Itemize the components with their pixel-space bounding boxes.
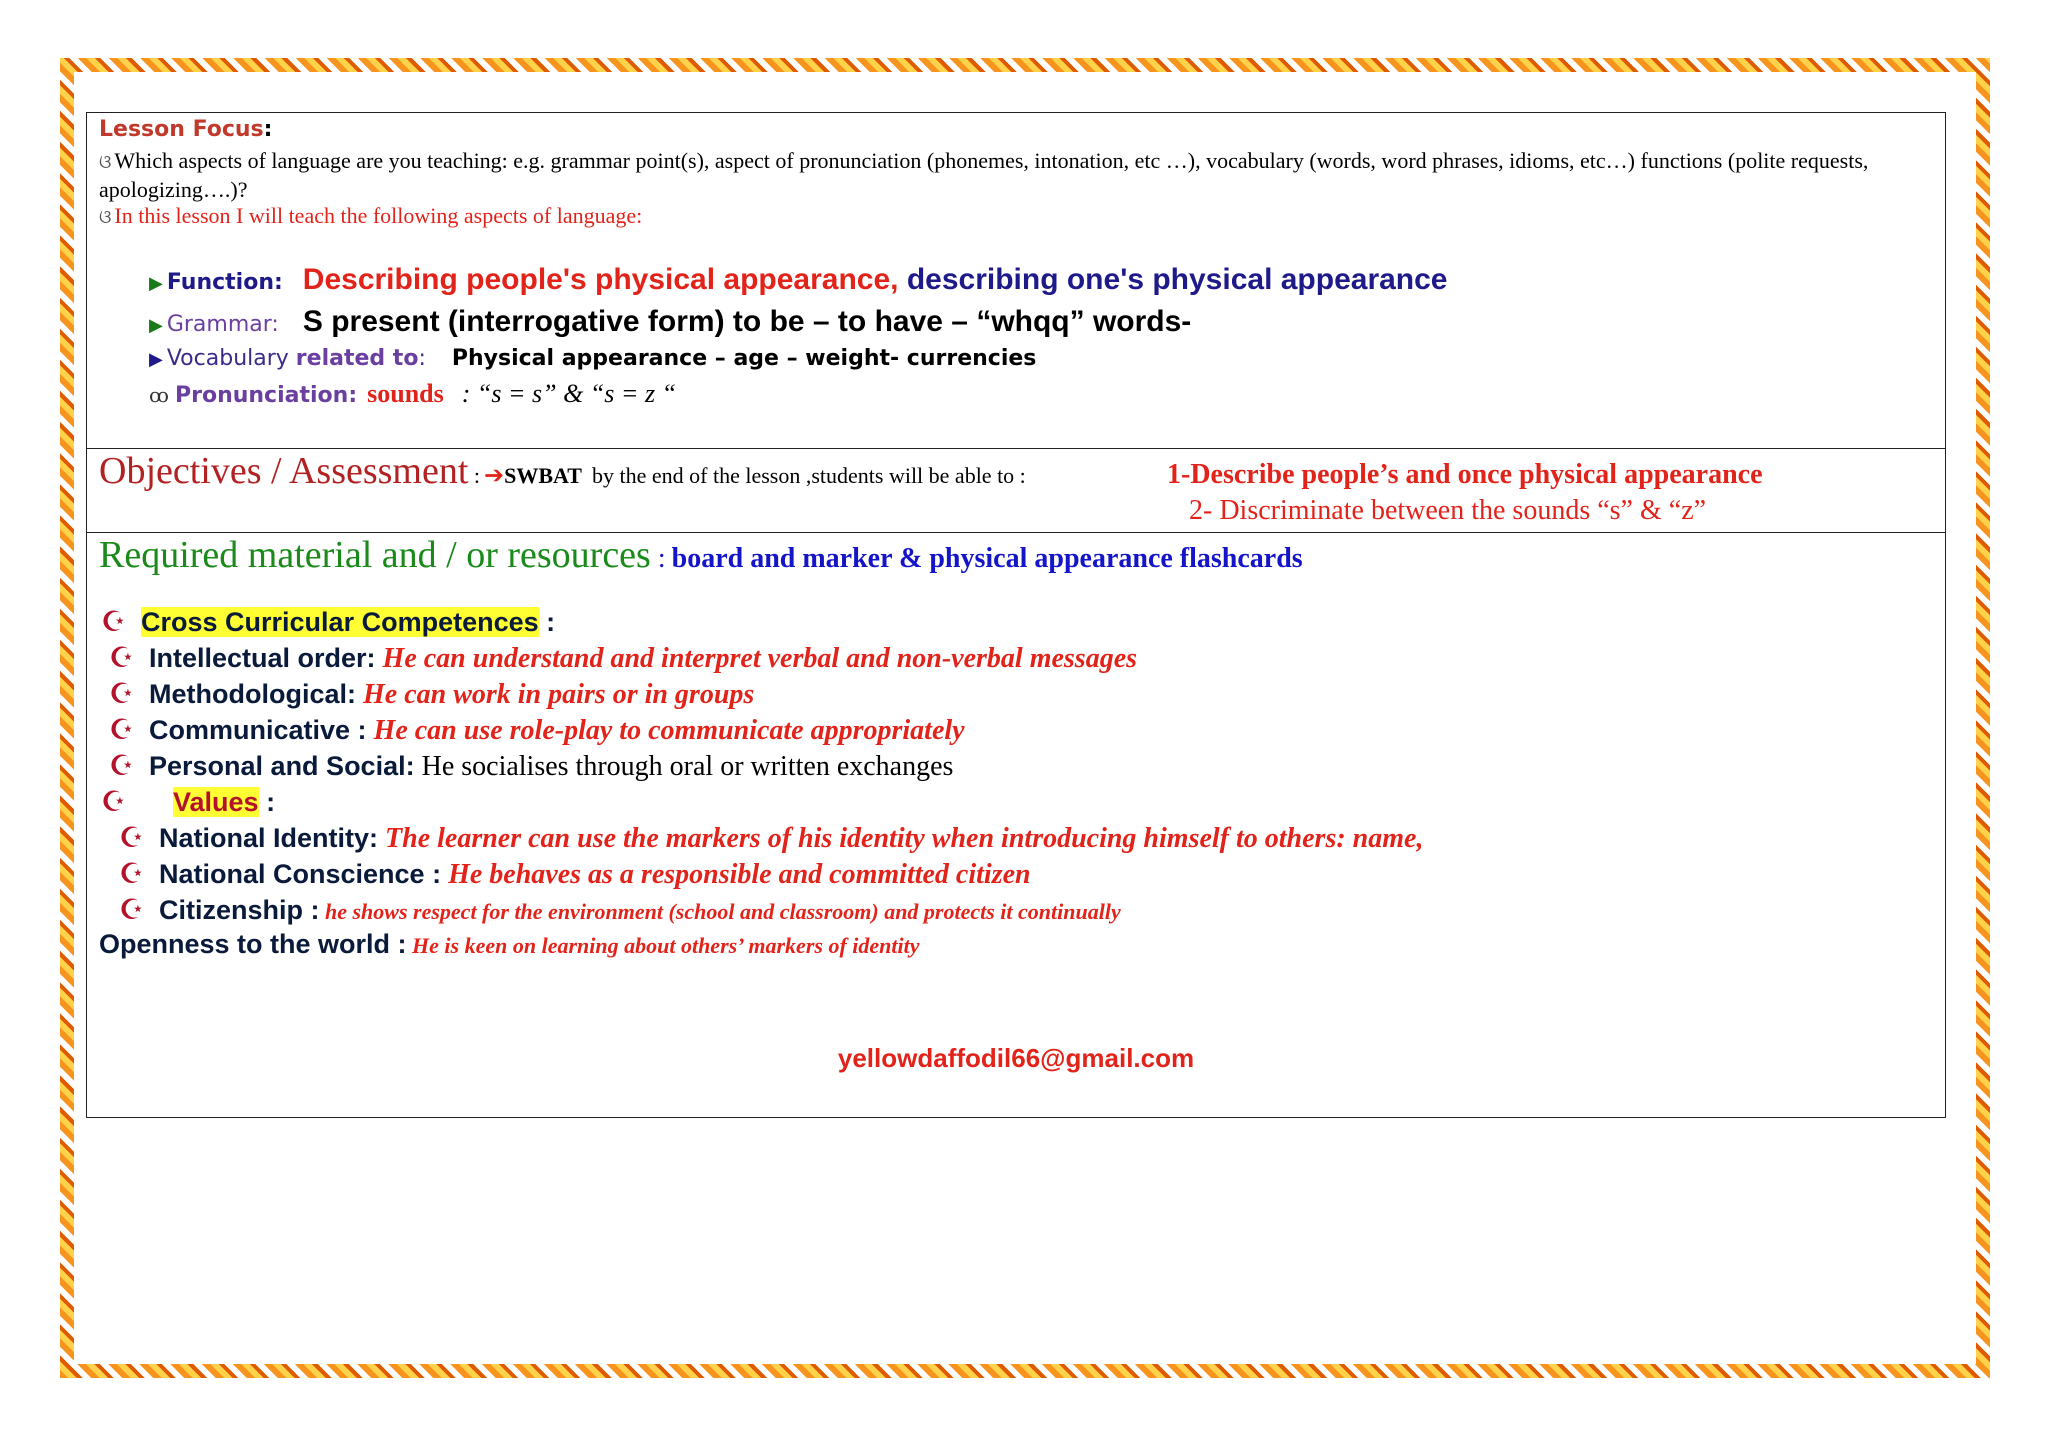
competence-item: ☪ Personal and Social: He socialises through oral or written exchanges [109, 751, 954, 782]
scroll-icon: ଓ [99, 152, 112, 172]
values-heading: ☪ Values : [101, 787, 276, 818]
lesson-focus-question: ଓ Which aspects of language are you teaching: e.g. grammar point(s), aspect of pronunciation (phonemes, intonation, etc …), vocabulary (words, word phrases, idioms, etc…) functions (polite requests, apologizing….)? [99, 148, 1869, 202]
author-email: yellowdaffodil66@gmail.com [837, 1043, 1195, 1073]
objective-1: 1-Describe people’s and once physical appearance [1167, 459, 1763, 490]
grammar-row: ▶ Grammar: S present (interrogative form) to be – to have – “whqq” words- [149, 305, 1192, 338]
competences-heading: ☪ Cross Curricular Competences : [101, 607, 556, 638]
lesson-focus-answer-intro: ଓ In this lesson I will teach the following aspects of language: [99, 203, 643, 228]
crescent-star-icon: ☪ [109, 715, 135, 746]
materials-title: Required material and / or resources : board and marker & physical appearance flashcards [99, 534, 1303, 576]
objectives-section [87, 449, 1945, 533]
value-item: ☪ National Identity: The learner can use the markers of his identity when introducing himself to others: name, [119, 823, 1424, 854]
crescent-star-icon: ☪ [109, 643, 135, 674]
competence-item: ☪ Methodological: He can work in pairs or in groups [109, 679, 755, 710]
lesson-focus-title: Lesson Focus: [99, 117, 273, 142]
crescent-star-icon: ☪ [119, 823, 145, 854]
openness-item: Openness to the world : He is keen on learning about others’ markers of identity [99, 929, 920, 959]
competence-item: ☪ Communicative : He can use role-play to communicate appropriately [109, 715, 965, 746]
objective-2: 2- Discriminate between the sounds “s” & “z” [1189, 495, 1707, 526]
pronunciation-row: ꝏ Pronunciation: sounds : “s = s” & “s = z “ [149, 379, 677, 408]
value-item: ☪ Citizenship : he shows respect for the environment (school and classroom) and protects it continually [119, 895, 1121, 926]
scroll-icon: ଓ [99, 207, 112, 227]
triangle-bullet-icon: ▶ [149, 315, 163, 335]
objectives-title: Objectives / Assessment : ➔SWBAT by the end of the lesson ,students will be able to : [99, 450, 1026, 492]
crescent-star-icon: ☪ [109, 679, 135, 710]
triangle-bullet-icon: ▶ [149, 349, 163, 369]
materials-section [87, 533, 1945, 1117]
crescent-star-icon: ☪ [101, 787, 127, 818]
triangle-bullet-icon: ▶ [149, 273, 163, 293]
pronunciation-symbol-icon: ꝏ [149, 385, 169, 407]
function-row: ▶ Function: Describing people's physical appearance, describing one's physical appearance [149, 263, 1448, 296]
crescent-star-icon: ☪ [101, 607, 127, 638]
vocabulary-row: ▶ Vocabulary related to: Physical appearance – age – weight- currencies [149, 346, 1037, 371]
crescent-star-icon: ☪ [119, 895, 145, 926]
value-item: ☪ National Conscience : He behaves as a responsible and committed citizen [119, 859, 1031, 890]
arrow-right-icon: ➔ [484, 463, 505, 489]
crescent-star-icon: ☪ [119, 859, 145, 890]
competence-item: ☪ Intellectual order: He can understand and interpret verbal and non-verbal messages [109, 643, 1138, 674]
lesson-focus-section [87, 113, 1945, 449]
crescent-star-icon: ☪ [109, 751, 135, 782]
lesson-plan-table [86, 112, 1946, 1118]
